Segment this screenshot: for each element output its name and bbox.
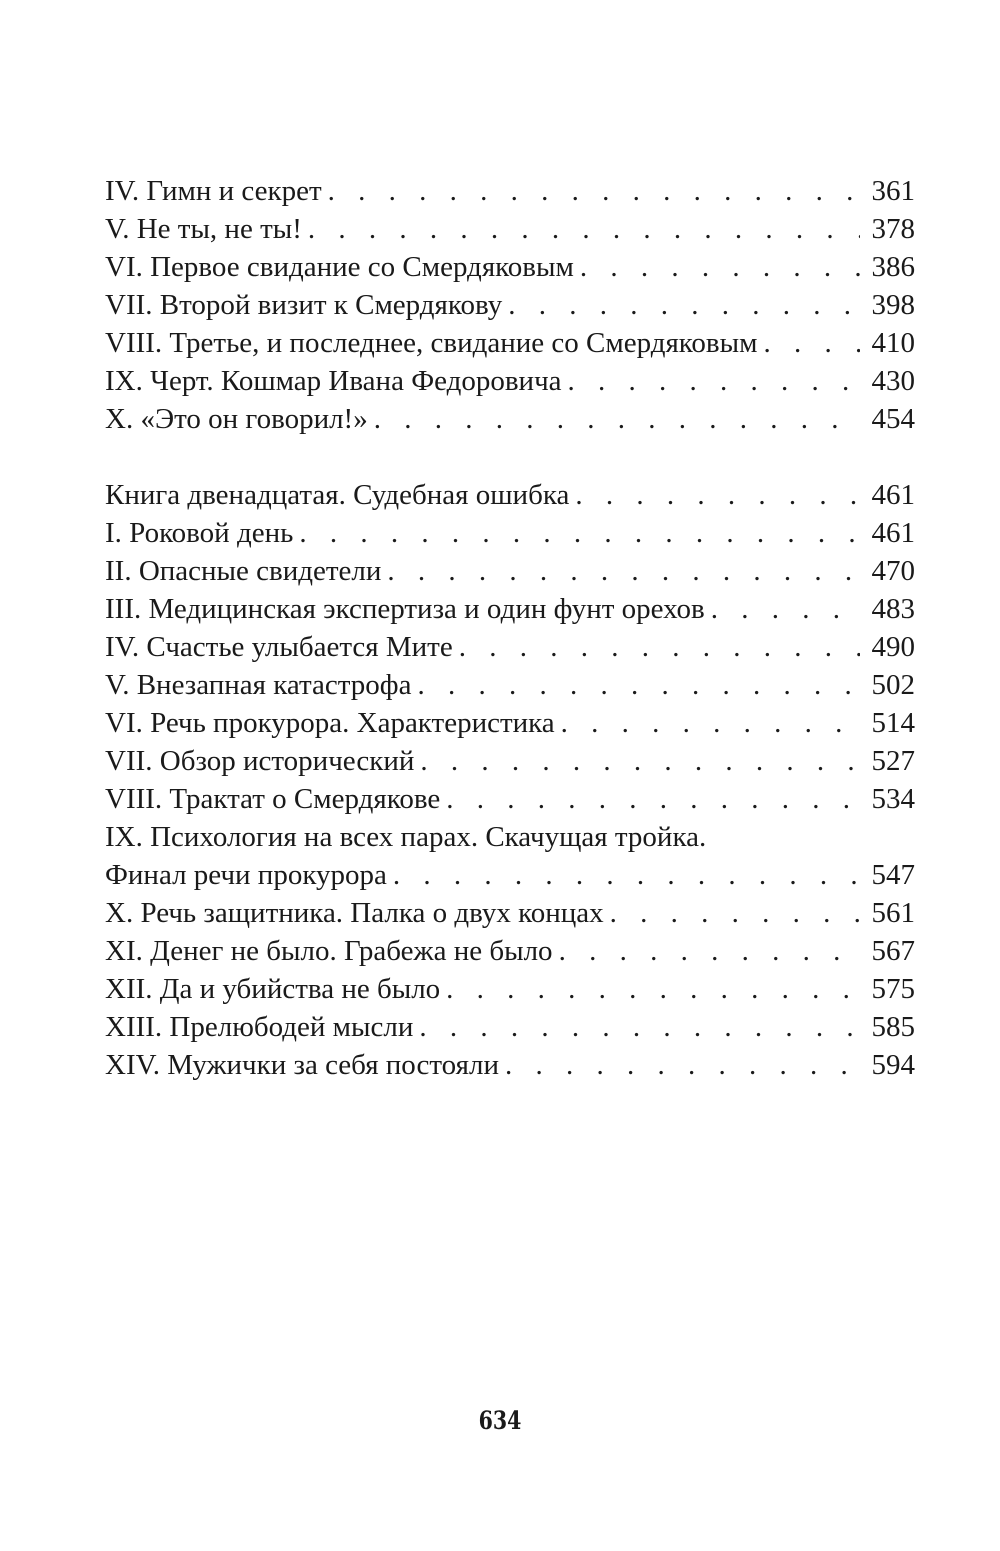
page-number: 634 (478, 1406, 522, 1435)
toc-entry-page: 534 (871, 783, 915, 815)
toc-entry-page: 483 (871, 593, 915, 625)
toc-group (105, 476, 915, 1084)
toc-entry (105, 1008, 915, 1046)
toc-entry (105, 400, 915, 438)
toc-entry (105, 742, 915, 780)
toc-entry-title: VII. Второй визит к Смердякову (105, 289, 503, 321)
toc-entry (105, 970, 915, 1008)
dot-leader (508, 286, 859, 324)
toc-entry-title: XIII. Прелюбодей мысли (105, 1011, 414, 1043)
dot-leader (711, 590, 860, 628)
toc-entry-title: V. Не ты, не ты! (105, 213, 302, 245)
toc-entry-page: 430 (871, 365, 915, 397)
toc-entry (105, 780, 915, 818)
toc-entry (105, 932, 915, 970)
toc-entry-title: VI. Первое свидание со Смердяковым (105, 251, 574, 283)
toc-entry (105, 476, 915, 514)
toc-entry-title: X. «Это он говорил!» (105, 403, 368, 435)
toc-entry-page: 386 (871, 251, 915, 283)
toc-entry-title: V. Внезапная катастрофа (105, 669, 412, 701)
dot-leader (417, 666, 859, 704)
toc-entry-title: IV. Счастье улыбается Мите (105, 631, 453, 663)
dot-leader (328, 172, 860, 210)
toc-entry-title: VII. Обзор исторический (105, 745, 415, 777)
toc-entry-page: 461 (871, 517, 915, 549)
toc-entry-page: 410 (871, 327, 915, 359)
toc-entry-page: 514 (871, 707, 915, 739)
toc-entry (105, 286, 915, 324)
toc-entry-title: Книга двенадцатая. Судебная ошибка (105, 479, 570, 511)
toc-entry (105, 172, 915, 210)
dot-leader (575, 476, 859, 514)
toc-entry-page: 585 (871, 1011, 915, 1043)
dot-leader (446, 970, 859, 1008)
dot-leader (580, 248, 860, 286)
toc-entry-page: 454 (871, 403, 915, 435)
dot-leader (299, 514, 859, 552)
toc-entry-title: VI. Речь прокурора. Характеристика (105, 707, 555, 739)
dot-leader (505, 1046, 860, 1084)
toc-entry-page: 594 (871, 1049, 915, 1081)
dot-leader (561, 704, 860, 742)
toc-entry (105, 324, 915, 362)
dot-leader (559, 932, 860, 970)
toc-entry (105, 1046, 915, 1084)
dot-leader (446, 780, 859, 818)
toc-entry-title: XI. Денег не было. Грабежа не было (105, 935, 553, 967)
toc-entry-page: 378 (871, 213, 915, 245)
dot-leader (308, 210, 860, 248)
toc-entry (105, 248, 915, 286)
toc-entry-page: 361 (871, 175, 915, 207)
toc-entry (105, 856, 915, 894)
dot-leader (763, 324, 859, 362)
table-of-contents (105, 172, 915, 1084)
toc-entry-title: VIII. Третье, и последнее, свидание со Смердяковым (105, 327, 758, 359)
toc-entry-title: IX. Психология на всех парах. Скачущая тройка. (105, 821, 707, 853)
toc-entry-title: X. Речь защитника. Палка о двух концах (105, 897, 604, 929)
toc-entry-title: XII. Да и убийства не было (105, 973, 441, 1005)
dot-leader (459, 628, 860, 666)
toc-entry-title: II. Опасные свидетели (105, 555, 382, 587)
toc-entry-page: 398 (871, 289, 915, 321)
toc-entry-page: 567 (871, 935, 915, 967)
toc-entry-page: 461 (871, 479, 915, 511)
toc-entry-title: IX. Черт. Кошмар Ивана Федоровича (105, 365, 562, 397)
toc-entry (105, 362, 915, 400)
toc-entry-page: 490 (871, 631, 915, 663)
toc-entry-page: 561 (871, 897, 915, 929)
toc-entry (105, 818, 915, 856)
toc-entry-page: 502 (871, 669, 915, 701)
toc-entry-page: 575 (871, 973, 915, 1005)
toc-entry-title: XIV. Мужички за себя постояли (105, 1049, 499, 1081)
toc-entry (105, 552, 915, 590)
toc-entry-page: 527 (871, 745, 915, 777)
dot-leader (374, 400, 860, 438)
toc-entry-title: VIII. Трактат о Смердякове (105, 783, 441, 815)
dot-leader (568, 362, 860, 400)
toc-entry (105, 628, 915, 666)
dot-leader (387, 552, 859, 590)
toc-entry (105, 666, 915, 704)
toc-entry (105, 590, 915, 628)
toc-entry (105, 514, 915, 552)
dot-leader (419, 1008, 859, 1046)
toc-entry-title: III. Медицинская экспертиза и один фунт орехов (105, 593, 705, 625)
toc-entry (105, 894, 915, 932)
dot-leader (420, 742, 859, 780)
toc-entry (105, 210, 915, 248)
toc-entry-page: 470 (871, 555, 915, 587)
toc-entry-page: 547 (871, 859, 915, 891)
toc-group (105, 172, 915, 438)
toc-entry (105, 704, 915, 742)
toc-entry-title: Финал речи прокурора (105, 859, 387, 891)
dot-leader (393, 856, 860, 894)
dot-leader (610, 894, 860, 932)
toc-entry-title: I. Роковой день (105, 517, 294, 549)
toc-entry-title: IV. Гимн и секрет (105, 175, 322, 207)
